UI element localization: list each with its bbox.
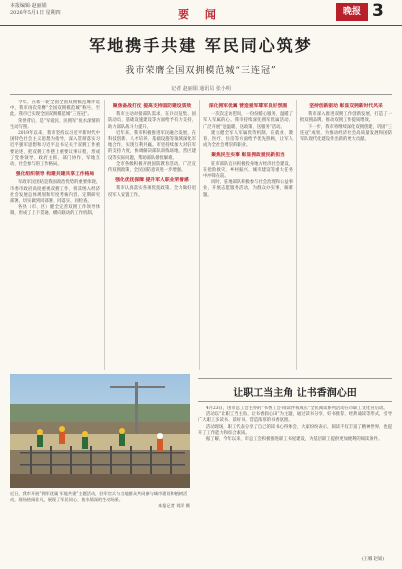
paragraph: 近年来，我市积极推进军民融合发展，在科技创新、人才培养、基础设施等领域深化军地合作，实现互利共赢。市里持续加大对驻军的支持力度，协调解决部队训练场地、营区建设等实际问题，帮助部队排忧解难。: [108, 130, 196, 161]
section-heading: 强化优抚保障 提升军人职业荣誉感: [115, 177, 189, 184]
column-divider: [199, 100, 200, 370]
news-photo: [10, 374, 190, 488]
paragraph: 下一步，我市将继续深化双拥创建，巩固“三连冠”成果，为推动经济社会高质量发展和国防军队现代化建设作出新的更大贡献。: [300, 124, 392, 143]
byline: 记者 赵丽娟 通讯员 张小明: [171, 86, 231, 92]
paragraph: 荣誉背后，是“军爱民、民拥军”鱼水深情的生动写照。: [10, 118, 100, 130]
article2-headline: 让职工当主角 让书香润心田: [233, 388, 357, 399]
article-divider: [198, 378, 392, 379]
article-end-mark: (王娜 赵斌): [362, 557, 384, 562]
header-date: 2026年5月1日 星期四: [10, 10, 61, 16]
page-number: 3: [372, 1, 384, 21]
page-header: [0, 0, 402, 26]
paragraph: 我市认真落实各项优抚政策，全力做好退役军人安置工作。: [108, 186, 196, 198]
article2-body: [198, 406, 392, 554]
column-divider: [296, 100, 297, 370]
paragraph: 一次次走访慰问，一份份暖心服务，温暖了军人军属的心。我市持续深化拥军优属活动，广泛开展“送温暖、送政策、送服务”活动。: [203, 112, 293, 130]
paragraph: 据了解，今年以来，市总工会积极推进职工书屋建设，为基层职工提供更加便利的阅读条件。: [206, 437, 383, 443]
construction-site-image: [10, 374, 190, 488]
paragraph: 全市各级积极开展国防教育活动，广泛宣传双拥政策，全民国防意识进一步增强。: [108, 161, 196, 174]
main-headline: 军地携手共建 军民同心筑梦: [89, 36, 313, 55]
paragraph: 4月23日，由市总工会主办的“书香工会·阅读伴我成长”全民阅读系列活动在市职工文化宫启动。: [206, 406, 388, 411]
article-column-3: [203, 100, 293, 368]
photo-credit: 本报记者 刘洋 摄: [158, 503, 190, 508]
section-heading: 深化拥军优属 营造爱军尊军良好氛围: [208, 103, 288, 109]
photo-caption: [10, 491, 190, 509]
caption-text: 近日，我市开展“拥军优属 军地共建”主题活动，驻军官兵与当地群众共同参与城市建设和植树活动，现场热闹非凡，展现了军民同心、鱼水情深的生动场景。: [10, 491, 188, 502]
section-heading: 坚持创新驱动 彰显双拥新时代风采: [309, 103, 383, 109]
section-heading: 强化组织领导 构建共建共享工作格局: [15, 171, 95, 178]
paragraph: 同时，驻地部队积极参与社会治理和公益事业，开展志愿服务活动，为群众办实事、解难题。: [203, 180, 293, 198]
article-column-2: [108, 100, 196, 368]
header-editor: 本报编辑·赵丽娟: [10, 3, 47, 9]
article-column-1: [10, 100, 100, 368]
paragraph: 2019年以来，我市坚持以习近平新时代中国特色社会主义思想为指导，深入贯彻落实习近平强军思想和习近平总书记关于双拥工作重要论述，把双拥工作摆上重要议事日程，形成了党委领导、政府主抓、部门协作、军地互动、社会参与的工作格局。: [10, 131, 100, 168]
paragraph: 活动以“让职工当主角、让书香润心田”为主题，通过读书分享、好书推荐、经典诵读等形式，引导广大职工多读书、读好书，营造浓厚的书香氛围。: [198, 412, 392, 424]
paragraph: 驻市部队官兵积极投身地方经济社会建设，在抢险救灾、乡村振兴、城市建设等重大任务中冲锋在前。: [203, 161, 293, 180]
paragraph: 我市主动对接部队需求，在兵员征集、国防动员、基础设施建设等方面给予有力支持，助力部队战斗力提升。: [108, 112, 196, 130]
subheadline: 我市荣膺全国双拥模范城“三连冠”: [125, 66, 277, 76]
paragraph: 我市深入推进双拥工作创新发展，打造了一批双拥品牌，推动双拥工作提质增效。: [300, 112, 392, 124]
paper-logo: 晚报: [336, 3, 368, 21]
article-column-4: [300, 100, 392, 368]
paragraph: 军政军民团结是我国政治优势的重要体现。市委市政府高度重视双拥工作，将其纳入经济社会发展总体规划和年度考核内容，定期研究部署，切实做到同部署、同落实、同检查。: [10, 180, 100, 205]
section-heading: 聚焦备战打仗 提高支持国防建设质效: [112, 103, 192, 109]
section-title: 要 闻: [178, 8, 222, 21]
paragraph: 活动现场，职工代表分享了自己的读书心得体会，大家纷纷表示，阅读不仅丰富了精神世界，也提升了工作能力和综合素质。: [198, 424, 392, 436]
headline-rule: [198, 401, 392, 402]
paragraph: 各县（市、区）健全完善双拥工作领导体制，形成了上下贯通、横向联动的工作机制。: [10, 205, 100, 217]
section-heading: 聚焦民生实事 彰显拥政爱民新担当: [211, 152, 285, 159]
paragraph: 今年，在新一轮全国全国双拥模范城评选中，我市再次荣膺“全国双拥模范城”称号，至此，我市已实现全国双拥模范城“三连冠”。: [10, 100, 100, 118]
paragraph: 建立健全军人军属优待机制，在就业、教育、医疗、住房等方面给予优先照顾，让军人成为全社会尊崇的职业。: [203, 130, 293, 149]
headline-rule: [10, 94, 392, 95]
column-divider: [104, 100, 105, 370]
header-meta: [10, 3, 61, 17]
